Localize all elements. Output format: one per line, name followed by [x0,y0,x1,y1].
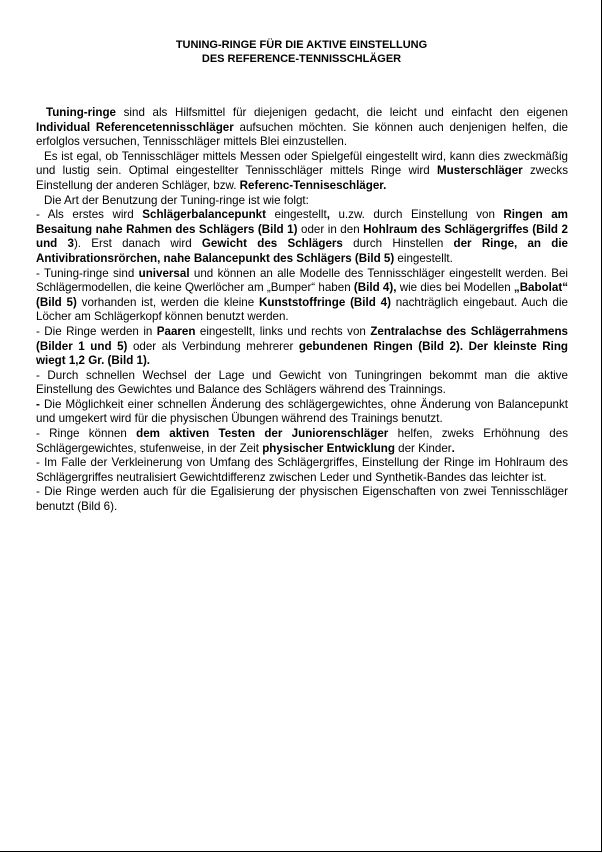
page-title [0,38,603,66]
list-item-moeglichkeit: - Die Möglichkeit einer schnellen Änderung des schlägergewichtes, ohne Änderung von Balancepunkt und umgekert wird für die physischen Übungen während des Trainings benutzt. [36,397,568,426]
paragraph-musterschlaeger: Es ist egal, ob Tennisschläger mittels Messen oder Spielgefül eingestellt wird, kann dies zweckmäßig und lustig sein. Optimal eingestellter Tennisschläger mittels Ringe wird Musterschläger zwecks Einstellung der anderen Schläger, bzw. Referenc-Tenniseschläger. [36,149,568,192]
paragraph-usage-intro: Die Art der Benutzung der Tuning-ringe ist wie folgt: [44,193,309,207]
list-item-paaren: - Die Ringe werden in Paaren eingestellt, links und rechts von Zentralachse des Schlägerrahmens (Bilder 1 und 5) oder als Verbindung mehrerer gebundenen Ringen (Bild 2). Der kleinste Ring wiegt 1,2 Gr. (Bild 1). [36,324,569,368]
list-item-junioren: - Ringe können dem aktiven Testen der Juniorenschläger helfen, zweks Erhöhnung des Schlägergewichtes, stufenweise, in der Zeit physischer Entwicklung der Kinder. [36,427,568,455]
list-item-universal: - Tuning-ringe sind universal und können an alle Modelle des Tennisschläger eingestellt werden. Bei Schlägermodellen, die keine Qwerlöcher am „Bumper“ haben (Bild 4), wie dies bei Modellen „Babolat“ (Bild 5) vorhanden ist, werden die kleine Kunststoffringe (Bild 4) nachträglich eingebaut. Auch die Löcher am Schlägerkopf können benutzt werden. [36,266,569,324]
list-item-verkleinerung: - Im Falle der Verkleinerung von Umfang des Schlägergriffes, Einstellung der Ringe im Hohlraum des Schlägergriffes neutralisiert Gewichtdifferenz zwischen Leder und Synthetik-Bandes das leichter ist. [36,456,568,484]
list-item-wechsel: - Durch schnellen Wechsel der Lage und Gewicht von Tuningringen bekommt man die aktive Einstellung des Gewichtes und Balance des Schlägers während des Trainnings. [36,368,568,397]
document-body [36,106,568,515]
list-item-balancepunkt: - Als erstes wird Schlägerbalancepunkt eingestellt, u.zw. durch Einstellung von Ringen am Besaitung nahe Rahmen des Schlägers (Bild 1) oder in den Hohlraum des Schlägergriffes (Bild 2 und 3). Erst danach wird Gewicht des Schlägers durch Hinstellen der Ringe, an die Antivibrationsrörchen, nahe Balancepunkt des Schlägers (Bild 5) eingestellt. [36,208,569,265]
list-item-egalisierung: - Die Ringe werden auch für die Egalisierung der physischen Eigenschaften von zwei Tennisschläger benutzt (Bild 6). [36,485,568,514]
paragraph-intro: Tuning-ringe sind als Hilfsmittel für diejenigen gedacht, die leicht und einfacht den eigenen Individual Referencetennisschläger aufsuchen möchten. Sie können auch denjenigen helfen, die erfolglos versuchen, Tennisschläger mittels Blei einzustellen. [36,106,568,149]
title-line-1: TUNING-RINGE FÜR DIE AKTIVE EINSTELLUNG [175,39,428,51]
title-line-2: DES REFERENCE-TENNISSCHLÄGER [201,53,402,65]
